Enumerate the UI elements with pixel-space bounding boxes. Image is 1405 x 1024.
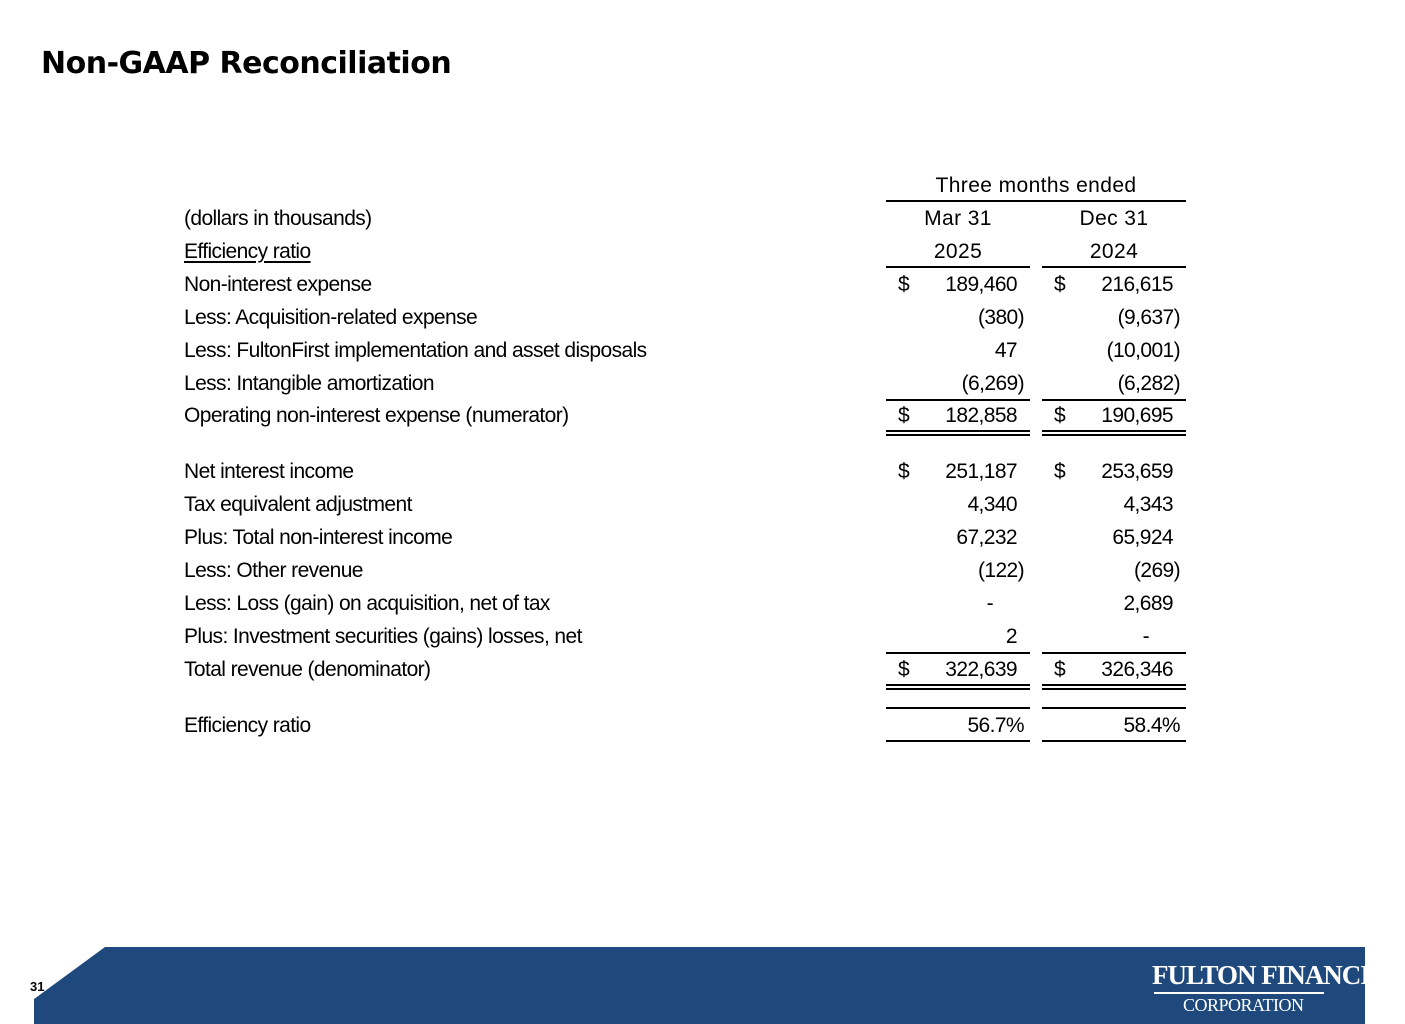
cell-value: 182,858: [945, 404, 1017, 427]
row-label: Less: Acquisition-related expense: [184, 306, 478, 329]
ratio-bottom-rule-col-2: [1042, 740, 1186, 742]
header-rule-col-1: [886, 266, 1030, 268]
row-label: Operating non-interest expense (numerator): [184, 404, 569, 427]
dollar-sign: $: [1054, 404, 1066, 427]
cell-value: -: [1142, 625, 1149, 648]
cell-value: (6,269): [961, 372, 1024, 395]
column-header-period-1: Mar 31: [924, 207, 992, 230]
dollar-sign: $: [1054, 658, 1066, 681]
cell-value: 65,924: [1112, 526, 1173, 549]
cell-value: 58.4%: [1123, 714, 1180, 737]
section-label: Efficiency ratio: [184, 240, 311, 263]
cell-value: (9,637): [1117, 306, 1180, 329]
cell-value: 326,346: [1101, 658, 1173, 681]
total-rule-col-2: [1042, 430, 1186, 432]
cell-value: -: [986, 592, 993, 615]
dollar-sign: $: [1054, 460, 1066, 483]
cell-value: 56.7%: [967, 714, 1024, 737]
dollar-sign: $: [898, 460, 910, 483]
ratio-top-rule-col-2: [1042, 707, 1186, 709]
total-rule-col-1: [886, 688, 1030, 690]
cell-value: 189,460: [945, 273, 1017, 296]
column-header-year-2: 2024: [1089, 240, 1139, 263]
dollar-sign: $: [898, 658, 910, 681]
cell-value: 2: [1005, 625, 1017, 648]
subtotal-rule-col-2: [1042, 652, 1186, 654]
total-rule-col-2: [1042, 688, 1186, 690]
cell-value: 67,232: [956, 526, 1017, 549]
row-label: Less: FultonFirst implementation and asset disposals: [184, 339, 647, 362]
row-label: Total revenue (denominator): [184, 658, 431, 681]
row-label: Tax equivalent adjustment: [184, 493, 412, 516]
dollar-sign: $: [1054, 273, 1066, 296]
page-number: 31: [30, 979, 45, 994]
cell-value: 322,639: [945, 658, 1017, 681]
cell-value: 4,343: [1123, 493, 1173, 516]
group-header: Three months ended: [935, 174, 1137, 197]
row-label: Plus: Investment securities (gains) losses, net: [184, 625, 582, 648]
cell-value: (122): [977, 559, 1024, 582]
company-logo: [1150, 958, 1405, 1018]
column-header-period-2: Dec 31: [1079, 207, 1149, 230]
cell-value: 190,695: [1101, 404, 1173, 427]
ratio-top-rule-col-1: [886, 707, 1030, 709]
cell-value: 2,689: [1123, 592, 1173, 615]
row-label: Non-interest expense: [184, 273, 372, 296]
group-header-rule: [886, 200, 1186, 202]
cell-value: 47: [994, 339, 1017, 362]
dollar-sign: $: [898, 273, 910, 296]
cell-value: (380): [977, 306, 1024, 329]
ratio-bottom-rule-col-1: [886, 740, 1030, 742]
cell-value: (269): [1133, 559, 1180, 582]
cell-value: (6,282): [1117, 372, 1180, 395]
logo-line-1: FULTON FINANCIAL: [1152, 960, 1405, 990]
page-title: Non-GAAP Reconciliation: [41, 46, 452, 81]
row-label: Less: Intangible amortization: [184, 372, 434, 395]
logo-rule: [1154, 992, 1324, 994]
subtotal-rule-col-1: [886, 399, 1030, 401]
cell-value: (10,001): [1106, 339, 1180, 362]
total-rule-col-2: [1042, 684, 1186, 686]
cell-value: 216,615: [1101, 273, 1173, 296]
subtotal-rule-col-1: [886, 652, 1030, 654]
cell-value: 251,187: [945, 460, 1017, 483]
row-label: Less: Other revenue: [184, 559, 363, 582]
header-rule-col-2: [1042, 266, 1186, 268]
column-header-year-1: 2025: [933, 240, 983, 263]
logo-line-2: CORPORATION: [1183, 995, 1304, 1015]
total-rule-col-2: [1042, 434, 1186, 436]
row-label: Efficiency ratio: [184, 714, 311, 737]
total-rule-col-1: [886, 430, 1030, 432]
total-rule-col-1: [886, 434, 1030, 436]
cell-value: 253,659: [1101, 460, 1173, 483]
row-label: Plus: Total non-interest income: [184, 526, 453, 549]
cell-value: 4,340: [967, 493, 1017, 516]
subtotal-rule-col-2: [1042, 399, 1186, 401]
dollar-sign: $: [898, 404, 910, 427]
row-label: Net interest income: [184, 460, 354, 483]
footer-corner: [0, 947, 34, 1024]
row-label: Less: Loss (gain) on acquisition, net of tax: [184, 592, 550, 615]
total-rule-col-1: [886, 684, 1030, 686]
units-label: (dollars in thousands): [184, 207, 372, 230]
